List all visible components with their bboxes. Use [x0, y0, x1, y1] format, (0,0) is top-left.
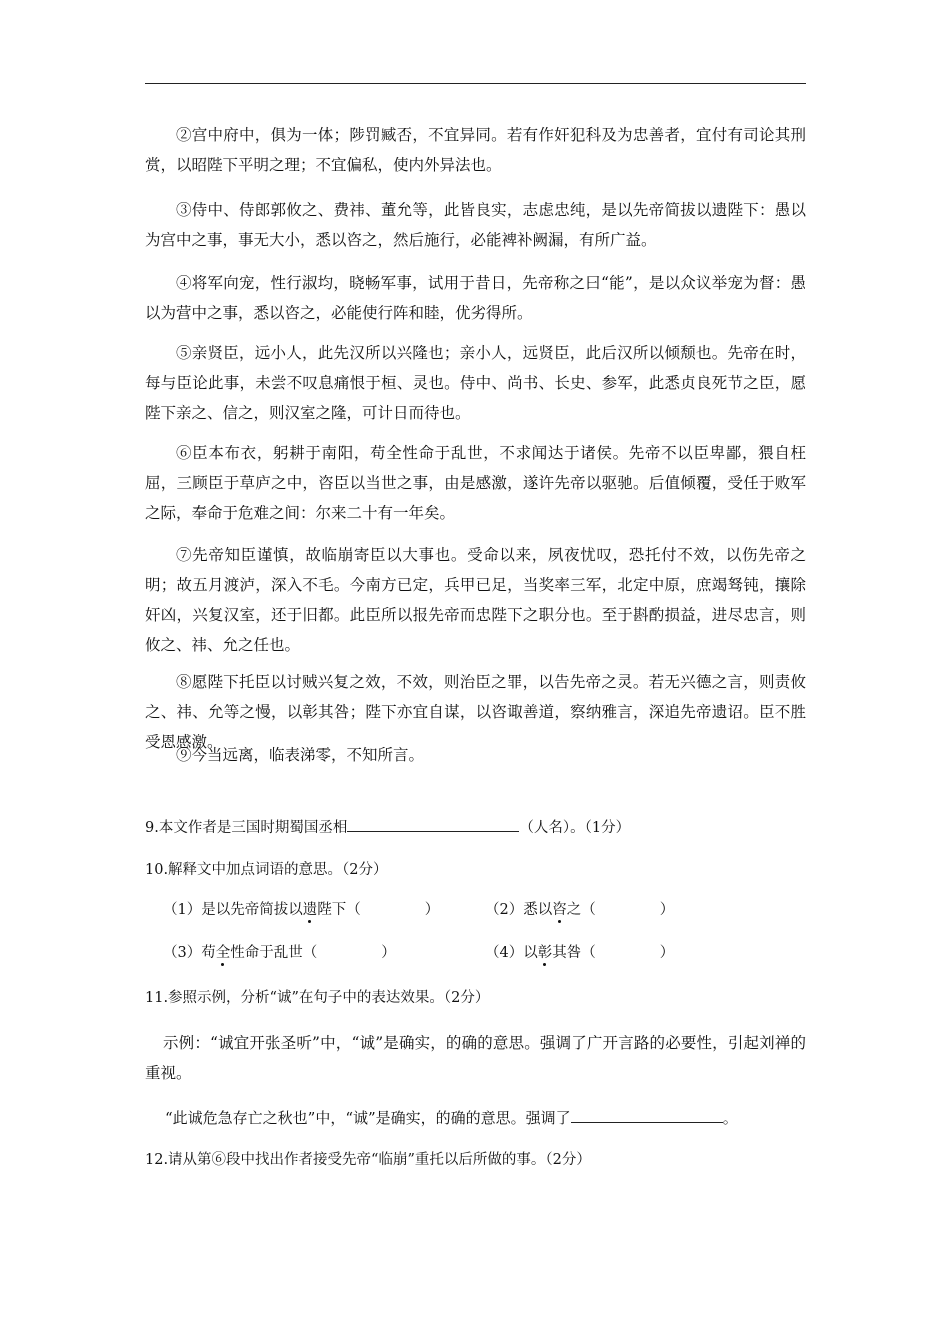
answer-blank-9[interactable] — [347, 815, 519, 832]
question-11-prompt: “此诚危急存亡之秋也”中，“诚”是确实，的确的意思。强调了 。 — [165, 1106, 738, 1130]
question-9 — [145, 815, 630, 840]
question-12-title: 12.请从第⑥段中找出作者接受先帝“临崩”重托以后所做的事。（2分） — [145, 1152, 591, 1168]
header-rule — [145, 83, 806, 84]
paragraph-6: ⑥臣本布衣，躬耕于南阳，苟全性命于乱世，不求闻达于诸侯。先帝不以臣卑鄙，猥自枉屈，三顾臣于草庐之中，咨臣以当世之事，由是感激，遂许先帝以驱驰。后值倾覆，受任于败军之际，奉命于危难之间：尔来二十有一年矣。 — [145, 444, 806, 522]
paragraph-5: ⑤亲贤臣，远小人，此先汉所以兴隆也；亲小人，远贤臣，此后汉所以倾颓也。先帝在时，每与臣论此事，未尝不叹息痛恨于桓、灵也。侍中、尚书、长史、参军，此悉贞良死节之臣，愿陛下亲之、信之，则汉室之隆，可计日而待也。 — [145, 344, 806, 422]
question-10-item-3: （3）苟全性命于乱世（ ） — [163, 945, 396, 961]
question-10-item-1: （1）是以先帝简拔以遗陛下（ ） — [163, 902, 440, 918]
question-11-title: 11.参照示例，分析“诚”在句子中的表达效果。（2分） — [145, 990, 490, 1006]
dotted-word: 全 — [215, 945, 231, 961]
question-11-example: 示例：“诚宜开张圣听”中，“诚”是确实，的确的意思。强调了广开言路的必要性，引起刘禅的重视。 — [145, 1034, 806, 1082]
dotted-word: 彰 — [537, 945, 553, 961]
paragraph-7: ⑦先帝知臣谨慎，故临崩寄臣以大事也。受命以来，夙夜忧叹，恐托付不效，以伤先帝之明；故五月渡泸，深入不毛。今南方已定，兵甲已足，当奖率三军，北定中原，庶竭驽钝，攘除奸凶，兴复汉室，还于旧都。此臣所以报先帝而忠陛下之职分也。至于斟酌损益，进尽忠言，则攸之、祎、允之任也。 — [145, 546, 806, 654]
question-10-item-2: （2）悉以咨之（ ） — [485, 902, 675, 918]
question-9-suffix: （人名）。（1分） — [519, 820, 631, 836]
question-10-item-4: （4）以彰其咎（ ） — [485, 945, 675, 961]
question-9-text: 9.本文作者是三国时期蜀国丞相 — [145, 820, 348, 836]
question-10-title: 10.解释文中加点词语的意思。（2分） — [145, 862, 388, 878]
dotted-word: 咨 — [552, 902, 567, 918]
paragraph-4: ④将军向宠，性行淑均，晓畅军事，试用于昔日，先帝称之曰“能”，是以众议举宠为督：愚以为营中之事，悉以咨之，必能使行阵和睦，优劣得所。 — [145, 274, 806, 322]
paragraph-8: ⑧愿陛下托臣以讨贼兴复之效，不效，则治臣之罪，以告先帝之灵。若无兴德之言，则责攸之、祎、允等之慢，以彰其咎；陛下亦宜自谋，以咨诹善道，察纳雅言，深追先帝遗诏。臣不胜受恩感激。 — [145, 673, 806, 751]
paragraph-2: ②宫中府中，俱为一体；陟罚臧否，不宜异同。若有作奸犯科及为忠善者，宜付有司论其刑赏，以昭陛下平明之理；不宜偏私，使内外异法也。 — [145, 126, 806, 174]
dotted-word: 遗 — [302, 902, 318, 918]
paragraph-3: ③侍中、侍郎郭攸之、费祎、董允等，此皆良实，志虑忠纯，是以先帝简拔以遗陛下：愚以为宫中之事，事无大小，悉以咨之，然后施行，必能裨补阙漏，有所广益。 — [145, 201, 806, 249]
answer-blank-11[interactable] — [571, 1106, 723, 1123]
paragraph-9: ⑨今当远离，临表涕零，不知所言。 — [176, 746, 425, 764]
